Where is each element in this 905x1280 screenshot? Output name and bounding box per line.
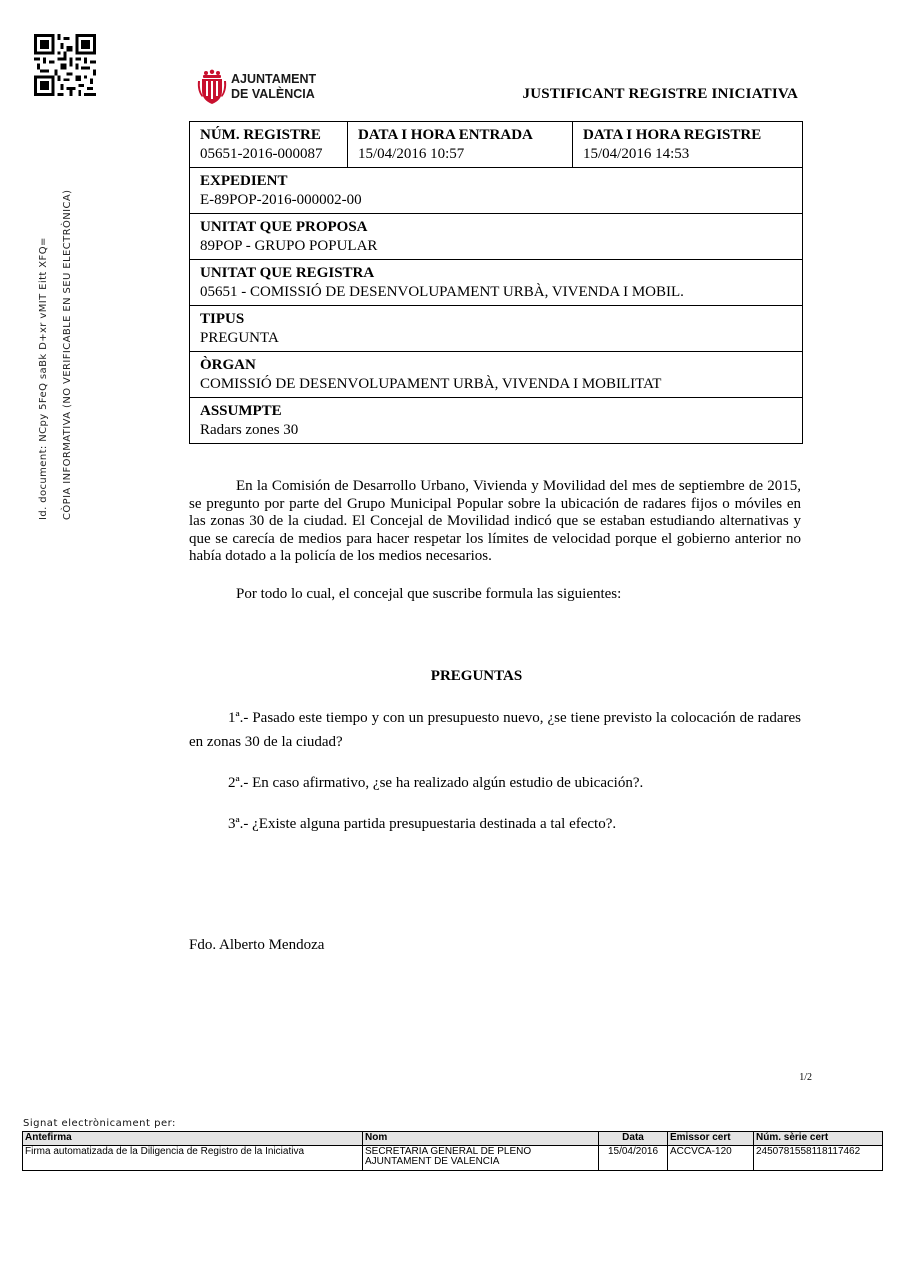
cell-registra	[190, 260, 803, 306]
value-expedient: E-89POP-2016-000002-00	[200, 192, 362, 208]
logo-line-1: AJUNTAMENT	[231, 72, 317, 86]
registry-row-tipus	[190, 306, 803, 352]
label-entrada: DATA I HORA ENTRADA	[358, 127, 533, 143]
body-paragraph-1	[189, 478, 801, 566]
side-copy-notice: CÒPIA INFORMATIVA (NO VERIFICABLE EN SEU ELECTRÒNICA)	[62, 189, 73, 520]
value-assumpte: Radars zones 30	[200, 422, 299, 438]
registry-table	[189, 121, 803, 444]
col-emissor: Emissor cert	[668, 1132, 754, 1146]
question-3: 3ª.- ¿Existe alguna partida presupuestaria destinada a tal efecto?.	[228, 816, 617, 832]
label-registre: DATA I HORA REGISTRE	[583, 127, 762, 143]
qr-code-icon	[34, 34, 96, 96]
cell-num-registre	[190, 122, 348, 168]
label-registra: UNITAT QUE REGISTRA	[200, 265, 375, 281]
signature-header-row	[23, 1132, 883, 1146]
signature-data-row	[23, 1145, 883, 1170]
logo-line-2: DE VALÈNCIA	[231, 87, 315, 101]
question-1: 1ª.- Pasado este tiempo y con un presupuesto nuevo, ¿se tiene previsto la colocación de radares en zonas 30 de la ciudad?	[189, 710, 801, 750]
value-proposa: 89POP - GRUPO POPULAR	[200, 238, 378, 254]
label-assumpte: ASSUMPTE	[200, 403, 282, 419]
label-organ: ÒRGAN	[200, 357, 256, 373]
registry-row-expedient	[190, 168, 803, 214]
question-2: 2ª.- En caso afirmativo, ¿se ha realizado algún estudio de ubicación?.	[228, 775, 644, 791]
signed-by-title: Signat electrònicament per:	[23, 1118, 176, 1129]
sig-nom-line-2: AJUNTAMENT DE VALENCIA	[365, 1156, 500, 1167]
paragraph-1-text: En la Comisión de Desarrollo Urbano, Vivienda y Movilidad del mes de septiembre de 2015, se pregunto por parte del Grupo Municipal Popular sobre la ubicación de radares fijos o móviles en las zonas 30 de la ciudad. El Concejal de Movilidad indicó que se estaban estudiando alternativas y que se carecía de medios para hacer respetar los límites de velocidad porque el gobierno anterior no había dotado a la policía de los medios necesarios.	[189, 478, 801, 564]
registry-row-assumpte	[190, 398, 803, 444]
value-registre: 15/04/2016 14:53	[583, 146, 690, 162]
col-serie: Núm. sèrie cert	[754, 1132, 883, 1146]
sig-nom-line-1: SECRETARIA GENERAL DE PLENO	[365, 1145, 532, 1157]
document-title: JUSTIFICANT REGISTRE INICIATIVA	[522, 86, 798, 102]
label-tipus: TIPUS	[200, 311, 245, 327]
cell-assumpte	[190, 398, 803, 444]
signature-line: Fdo. Alberto Mendoza	[189, 937, 325, 953]
col-antefirma: Antefirma	[23, 1132, 363, 1146]
label-expedient: EXPEDIENT	[200, 173, 288, 189]
cell-registre	[573, 122, 803, 168]
registry-row-organ	[190, 352, 803, 398]
value-tipus: PREGUNTA	[200, 330, 279, 346]
coat-of-arms-icon	[197, 69, 227, 107]
sig-data: 15/04/2016	[599, 1145, 668, 1170]
cell-proposa	[190, 214, 803, 260]
sig-nom	[363, 1145, 599, 1170]
sig-antefirma: Firma automatizada de la Diligencia de Registro de la Iniciativa	[23, 1145, 363, 1170]
registry-row-numbers	[190, 122, 803, 168]
col-nom: Nom	[363, 1132, 599, 1146]
side-document-id: Id. document: NCpy 5FeQ saBk D+xr vMIT Eitt XFQ=	[38, 237, 49, 520]
label-proposa: UNITAT QUE PROPOSA	[200, 219, 368, 235]
questions-heading: PREGUNTAS	[430, 668, 523, 684]
value-registra: 05651 - COMISSIÓ DE DESENVOLUPAMENT URBÀ, VIVENDA I MOBIL.	[200, 284, 684, 300]
signature-table	[22, 1131, 883, 1171]
cell-tipus	[190, 306, 803, 352]
value-organ: COMISSIÓ DE DESENVOLUPAMENT URBÀ, VIVENDA I MOBILITAT	[200, 376, 662, 392]
sig-emissor: ACCVCA-120	[668, 1145, 754, 1170]
body-paragraph-2: Por todo lo cual, el concejal que suscribe formula las siguientes:	[236, 586, 622, 602]
value-entrada: 15/04/2016 10:57	[358, 146, 465, 162]
registry-row-registra	[190, 260, 803, 306]
cell-entrada	[348, 122, 573, 168]
col-data: Data	[599, 1132, 668, 1146]
value-num-registre: 05651-2016-000087	[200, 146, 323, 162]
page-number: 1/2	[799, 1072, 812, 1083]
cell-expedient	[190, 168, 803, 214]
sig-serie: 2450781558118117462	[754, 1145, 883, 1170]
label-num-registre: NÚM. REGISTRE	[200, 127, 321, 143]
city-logo	[197, 69, 327, 107]
registry-row-proposa	[190, 214, 803, 260]
cell-organ	[190, 352, 803, 398]
